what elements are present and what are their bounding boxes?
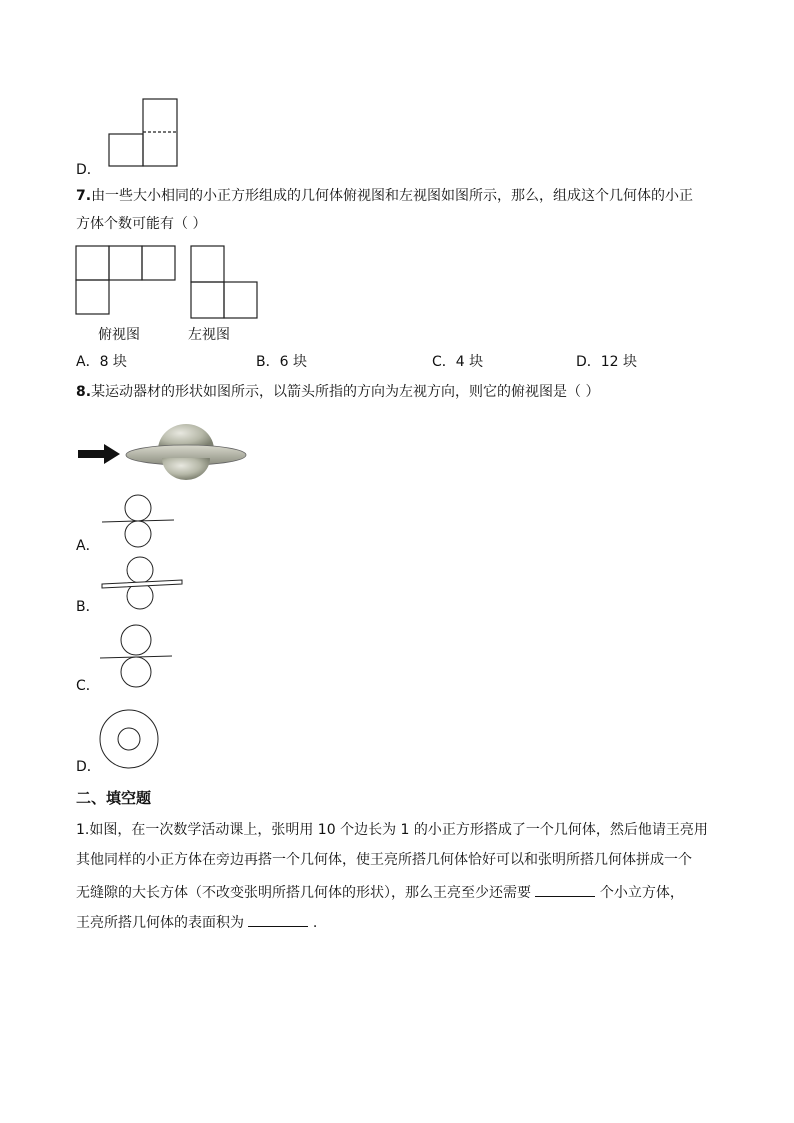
q8-option-b-figure — [98, 556, 188, 612]
q8-equipment-figure — [78, 408, 248, 488]
q7-option-a: A．8 块 — [76, 354, 127, 370]
answer-blank-2[interactable] — [248, 912, 308, 927]
q8-option-b-label: B． — [76, 599, 100, 615]
q7-line2: 方体个数可能有（ ） — [76, 216, 207, 232]
q8-option-a-figure — [98, 494, 178, 550]
section-title: 二、填空题 — [76, 789, 152, 807]
answer-blank-1[interactable] — [535, 882, 595, 897]
q7-left-view-caption: 左视图 — [188, 327, 230, 343]
q7-left-view-figure — [190, 245, 262, 321]
q7-top-view-figure — [75, 245, 185, 317]
q6-option-d-figure — [105, 97, 185, 167]
q7-text-1: 由一些大小相同的小正方形组成的几何体俯视图和左视图如图所示，那么，组成这个几何体的小正 — [91, 188, 694, 204]
q7-top-view-caption: 俯视图 — [98, 327, 140, 343]
fill-q1-line3-tail: 个小立方体， — [599, 885, 684, 901]
q8-option-c-figure — [98, 624, 178, 690]
q7-option-d: D．12 块 — [576, 354, 638, 370]
fill-q1-line4-tail: . — [312, 915, 318, 931]
fill-q1-line3 — [76, 882, 684, 903]
fill-q1-line4-text: 王亮所搭几何体的表面积为 — [76, 915, 244, 931]
q8-option-d-label: D． — [76, 759, 101, 775]
q8-number: 8. — [76, 384, 92, 400]
fill-q1-line2: 其他同样的小正方体在旁边再搭一个几何体，使王亮所搭几何体恰好可以和张明所搭几何体拼成一个 — [76, 852, 692, 868]
q7-option-b: B．6 块 — [256, 354, 307, 370]
q8-text: 某运动器材的形状如图所示，以箭头所指的方向为左视方向，则它的俯视图是（ ） — [91, 384, 600, 400]
q7-number: 7. — [76, 188, 92, 204]
q6-option-d-label: D． — [76, 162, 101, 178]
arrow-icon — [78, 444, 120, 464]
q8-question — [76, 382, 600, 402]
fill-q1-line4 — [76, 912, 317, 933]
fill-q1-line1: 1.如图，在一次数学活动课上，张明用 10 个边长为 1 的小正方形搭成了一个几何体，然后他请王亮用 — [76, 822, 708, 838]
q7-line1 — [76, 186, 693, 206]
q8-option-d-figure — [98, 707, 162, 771]
fill-q1-line3-text: 无缝隙的大长方体（不改变张明所搭几何体的形状），那么王亮至少还需要 — [76, 885, 531, 901]
q8-option-c-label: C． — [76, 678, 100, 694]
q8-option-a-label: A． — [76, 538, 100, 554]
q7-option-c: C．4 块 — [432, 354, 484, 370]
